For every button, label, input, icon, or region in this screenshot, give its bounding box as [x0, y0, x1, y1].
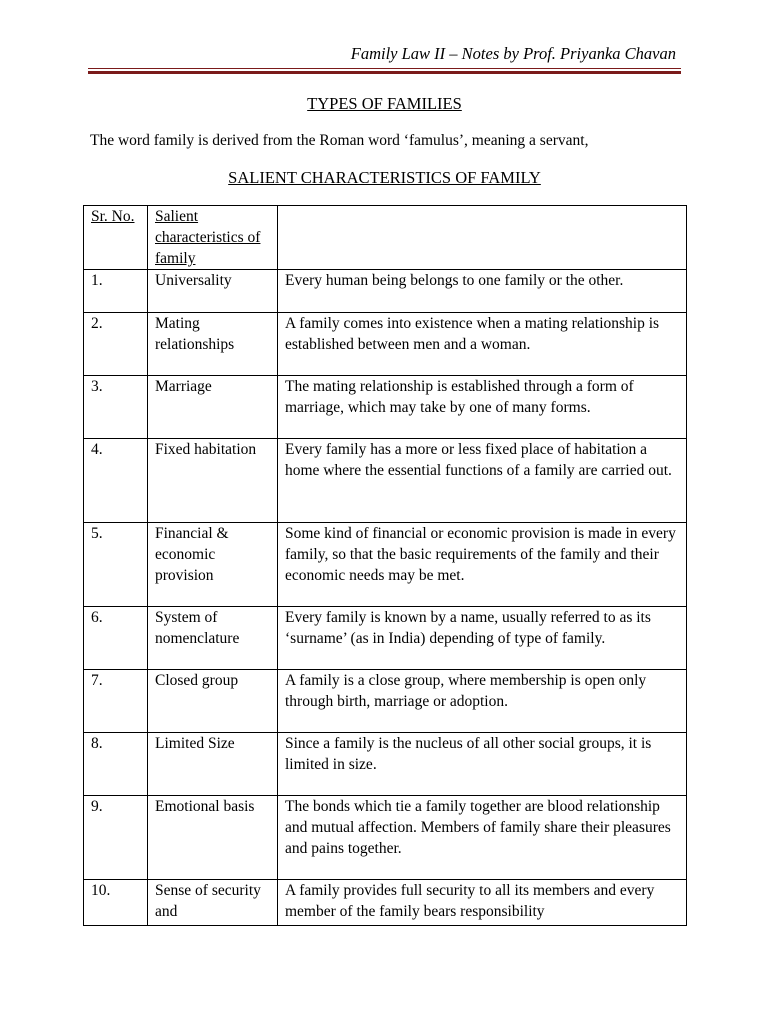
- row-characteristic: System of nomenclature: [148, 607, 278, 670]
- table-row: [84, 523, 687, 607]
- table-row: [84, 607, 687, 670]
- row-description: A family is a close group, where membership is open only through birth, marriage or adoption.: [278, 670, 687, 733]
- row-number: 6.: [84, 607, 148, 670]
- table-row: [84, 733, 687, 796]
- table-row: [84, 313, 687, 376]
- row-number: 7.: [84, 670, 148, 733]
- row-number: 9.: [84, 796, 148, 880]
- row-number: 4.: [84, 439, 148, 523]
- running-header: Family Law II – Notes by Prof. Priyanka Chavan: [350, 44, 676, 63]
- characteristics-table: [83, 205, 687, 926]
- row-characteristic: Sense of security and: [148, 880, 278, 926]
- row-number: 2.: [84, 313, 148, 376]
- row-characteristic: Fixed habitation: [148, 439, 278, 523]
- column-header-sr-no: Sr. No.: [84, 206, 148, 270]
- column-header-description: [278, 206, 687, 270]
- row-description: The bonds which tie a family together are blood relationship and mutual affection. Members of family share their pleasures and pains together.: [278, 796, 687, 880]
- row-number: 5.: [84, 523, 148, 607]
- row-description: The mating relationship is established through a form of marriage, which may take by one of many forms.: [278, 376, 687, 439]
- table-row: [84, 439, 687, 523]
- row-characteristic: Limited Size: [148, 733, 278, 796]
- row-number: 3.: [84, 376, 148, 439]
- row-description: Since a family is the nucleus of all other social groups, it is limited in size.: [278, 733, 687, 796]
- row-number: 8.: [84, 733, 148, 796]
- row-description: Every family is known by a name, usually referred to as its ‘surname’ (as in India) depending of type of family.: [278, 607, 687, 670]
- row-description: Every human being belongs to one family or the other.: [278, 270, 687, 313]
- row-description: A family comes into existence when a mating relationship is established between men and a woman.: [278, 313, 687, 376]
- row-description: Every family has a more or less fixed place of habitation a home where the essential functions of a family are carried out.: [278, 439, 687, 523]
- document-title: TYPES OF FAMILIES: [307, 94, 462, 113]
- intro-paragraph: The word family is derived from the Roman word ‘famulus’, meaning a servant,: [90, 132, 589, 149]
- table-row: [84, 670, 687, 733]
- table-row: [84, 880, 687, 926]
- row-characteristic: Financial & economic provision: [148, 523, 278, 607]
- table-row: [84, 376, 687, 439]
- row-number: 1.: [84, 270, 148, 313]
- row-characteristic: Emotional basis: [148, 796, 278, 880]
- header-rule-thin: [88, 68, 681, 69]
- row-description: A family provides full security to all its members and every member of the family bears responsibility: [278, 880, 687, 926]
- row-characteristic: Mating relationships: [148, 313, 278, 376]
- table-row: [84, 796, 687, 880]
- header-rule-thick: [88, 71, 681, 74]
- row-description: Some kind of financial or economic provision is made in every family, so that the basic requirements of the family and their economic needs may be met.: [278, 523, 687, 607]
- table-row: [84, 270, 687, 313]
- row-characteristic: Marriage: [148, 376, 278, 439]
- table-header-row: [84, 206, 687, 270]
- column-header-characteristic: Salient characteristics of family: [148, 206, 278, 270]
- row-characteristic: Closed group: [148, 670, 278, 733]
- section-subtitle: SALIENT CHARACTERISTICS OF FAMILY: [228, 168, 541, 187]
- row-number: 10.: [84, 880, 148, 926]
- row-characteristic: Universality: [148, 270, 278, 313]
